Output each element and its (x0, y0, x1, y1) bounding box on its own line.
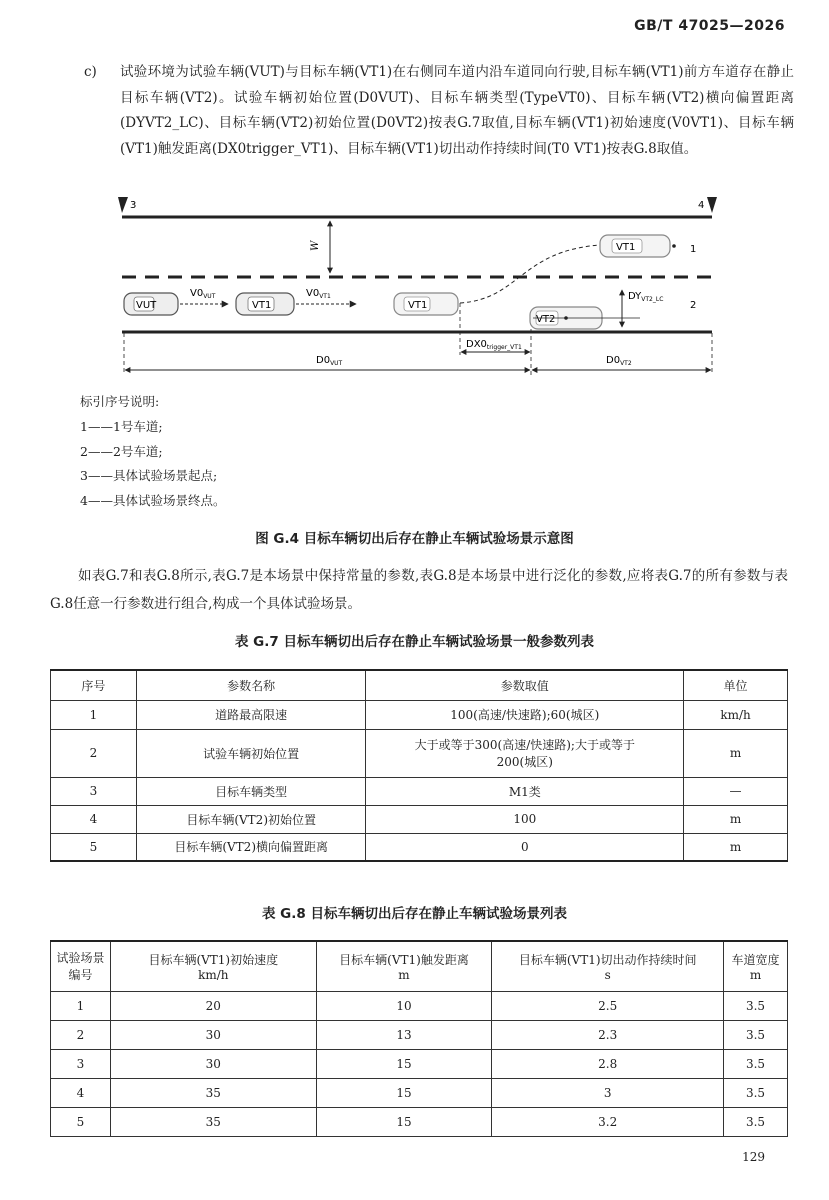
legend-title: 标引序号说明: (80, 394, 160, 409)
table-cell: 3.5 (724, 991, 788, 1020)
table-cell: 35 (110, 1107, 316, 1136)
table-cell: m (684, 833, 788, 861)
vt1-end-label: VT1 (616, 242, 636, 253)
header-line: 目标车辆(VT1)切出动作持续时间 (518, 952, 697, 967)
vt1-car-start (236, 293, 294, 315)
table-cell: m (684, 805, 788, 833)
table-header-cell: 参数取值 (366, 670, 684, 700)
dy-sub: VT2_LC (641, 296, 664, 303)
table-cell: km/h (684, 700, 788, 729)
dy-label (628, 291, 663, 303)
header-line: m (749, 967, 762, 982)
table-cell: 30 (110, 1020, 316, 1049)
d0-vut-sub: VUT (330, 360, 343, 367)
table-row (51, 991, 788, 1020)
table-row (51, 805, 788, 833)
start-marker-icon (118, 197, 128, 213)
table-header-cell: 序号 (51, 670, 137, 700)
table-cell: 15 (316, 1107, 492, 1136)
table-cell: 道路最高限速 (136, 700, 366, 729)
table-cell: 4 (51, 805, 137, 833)
table-cell: 3 (492, 1078, 724, 1107)
table-cell: 1 (51, 700, 137, 729)
table-cell: 3.5 (724, 1078, 788, 1107)
table-header-cell: 参数名称 (136, 670, 366, 700)
clause-label: c) (84, 64, 97, 80)
table-cell: 1 (51, 991, 111, 1020)
vt2-label: VT2 (536, 314, 556, 325)
vut-speed-label (190, 288, 216, 300)
table-cell: 3.2 (492, 1107, 724, 1136)
body-paragraph: 如表G.7和表G.8所示,表G.7是本场景中保持常量的参数,表G.8是本场景中进行泛化的参数,应将表G.7的所有参数与表G.8任意一行参数进行组合,构成一个具体试验场景。 (50, 568, 788, 612)
vut-car (124, 293, 178, 315)
vt1-car-end (600, 235, 676, 257)
table-cell: 10 (316, 991, 492, 1020)
table-cell: 目标车辆类型 (136, 777, 366, 805)
vt1-speed-sub: VT1 (319, 293, 331, 300)
table-cell: 2 (51, 1020, 111, 1049)
table-header-cell (316, 941, 492, 991)
table-cell: — (684, 777, 788, 805)
table-row (51, 729, 788, 777)
table-header-cell (51, 941, 111, 991)
table-cell: 15 (316, 1078, 492, 1107)
table-row (51, 1107, 788, 1136)
table-cell: 2.5 (492, 991, 724, 1020)
table-cell: 4 (51, 1078, 111, 1107)
d0-vut-label (316, 355, 343, 367)
table-cell: 2 (51, 729, 137, 777)
figure-caption: 图 G.4 目标车辆切出后存在静止车辆试验场景示意图 (255, 531, 574, 547)
legend-item: 4——具体试验场景终点。 (80, 493, 226, 509)
table-header-row (51, 941, 788, 991)
page-number: 129 (742, 1150, 765, 1164)
header-line: 编号 (68, 968, 93, 983)
table-row (51, 1020, 788, 1049)
width-label: W (310, 240, 321, 251)
standard-number: GB/T 47025—2026 (634, 18, 785, 34)
table-g7-caption: 表 G.7 目标车辆切出后存在静止车辆试验场景一般参数列表 (234, 634, 594, 650)
vt1-car-trigger (394, 293, 458, 315)
table-row (51, 1078, 788, 1107)
vt1-start-label: VT1 (252, 300, 272, 311)
legend-item: 3——具体试验场景起点; (80, 468, 218, 484)
vt1-speed-main: V0 (306, 288, 320, 299)
table-cell: 15 (316, 1049, 492, 1078)
table-g8-caption: 表 G.8 目标车辆切出后存在静止车辆试验场景列表 (261, 906, 567, 922)
table-header-row (51, 670, 788, 700)
table-cell: 3 (51, 1049, 111, 1078)
dx-sub: trigger_VT1 (486, 344, 522, 351)
vt1-speed-label (306, 288, 331, 300)
table-cell: 30 (110, 1049, 316, 1078)
vt1-cutout-trajectory (460, 245, 600, 303)
table-cell: 3.5 (724, 1107, 788, 1136)
header-line: 车道宽度 (731, 952, 780, 967)
lane-2-label: 2 (690, 300, 697, 311)
dy-main: DY (628, 291, 642, 302)
table-row (51, 777, 788, 805)
dx-trigger-label (466, 339, 522, 351)
table-row (51, 833, 788, 861)
table-cell: 0 (366, 833, 684, 861)
clause-c (84, 60, 794, 162)
clause-text: 试验环境为试验车辆(VUT)与目标车辆(VT1)在右侧同车道内沿车道同向行驶,目标车辆(VT1)前方车道存在静止目标车辆(VT2)。试验车辆初始位置(D0VUT)、目标车辆类型(TypeVT0)、目标车辆(VT2)横向偏置距离(DYVT2_LC)、目标车辆(VT2)初始位置(D0VT2)按表G.7取值,目标车辆(VT1)初始速度(V0VT1)、目标车辆(VT1)触发距离(DX0trigger_VT1)、目标车辆(VT1)切出动作持续时间(T0 VT1)按表G.8取值。 (120, 64, 794, 157)
table-cell: 目标车辆(VT2)初始位置 (136, 805, 366, 833)
legend-item: 1——1号车道; (80, 418, 163, 434)
start-marker-label: 3 (130, 200, 137, 211)
d0-vut-main: D0 (316, 355, 331, 366)
table-cell: 2.8 (492, 1049, 724, 1078)
table-cell: 大于或等于300(高速/快速路);大于或等于200(城区) (366, 729, 684, 777)
table-cell: 13 (316, 1020, 492, 1049)
table-cell: m (684, 729, 788, 777)
header-line: km/h (198, 967, 229, 982)
table-header-cell (492, 941, 724, 991)
d0-vt2-main: D0 (606, 355, 621, 366)
table-cell: 3.5 (724, 1020, 788, 1049)
table-cell: 3.5 (724, 1049, 788, 1078)
table-header-cell: 单位 (684, 670, 788, 700)
table-row (51, 700, 788, 729)
table-cell: 2.3 (492, 1020, 724, 1049)
table-cell: 20 (110, 991, 316, 1020)
table-cell: 试验车辆初始位置 (136, 729, 366, 777)
scenario-diagram (0, 195, 829, 385)
table-header-cell (110, 941, 316, 991)
vut-label: VUT (136, 300, 157, 311)
figure-legend (80, 390, 225, 514)
header-line: m (398, 967, 410, 982)
end-marker-icon (707, 197, 717, 213)
table-cell: 35 (110, 1078, 316, 1107)
table-cell: 100 (366, 805, 684, 833)
table-g8 (50, 940, 788, 1137)
table-cell: 3 (51, 777, 137, 805)
vt1-trigger-label: VT1 (408, 300, 428, 311)
table-header-cell (724, 941, 788, 991)
legend-item: 2——2号车道; (80, 443, 163, 459)
header-line: 试验场景 (56, 951, 105, 966)
d0-vt2-label (606, 355, 632, 367)
vut-speed-main: V0 (190, 288, 204, 299)
table-cell: 5 (51, 1107, 111, 1136)
table-row (51, 1049, 788, 1078)
header-line: 目标车辆(VT1)触发距离 (339, 952, 469, 967)
table-cell: 100(高速/快速路);60(城区) (366, 700, 684, 729)
table-cell: M1类 (366, 777, 684, 805)
vut-speed-sub: VUT (203, 293, 216, 300)
lane-1-label: 1 (690, 244, 697, 255)
header-line: 目标车辆(VT1)初始速度 (148, 952, 279, 967)
dx-main: DX0 (466, 339, 487, 350)
header-line: s (604, 967, 611, 982)
table-g7 (50, 669, 788, 862)
table-cell: 目标车辆(VT2)横向偏置距离 (136, 833, 366, 861)
table-cell: 5 (51, 833, 137, 861)
end-marker-label: 4 (698, 200, 705, 211)
d0-vt2-sub: VT2 (620, 360, 632, 367)
